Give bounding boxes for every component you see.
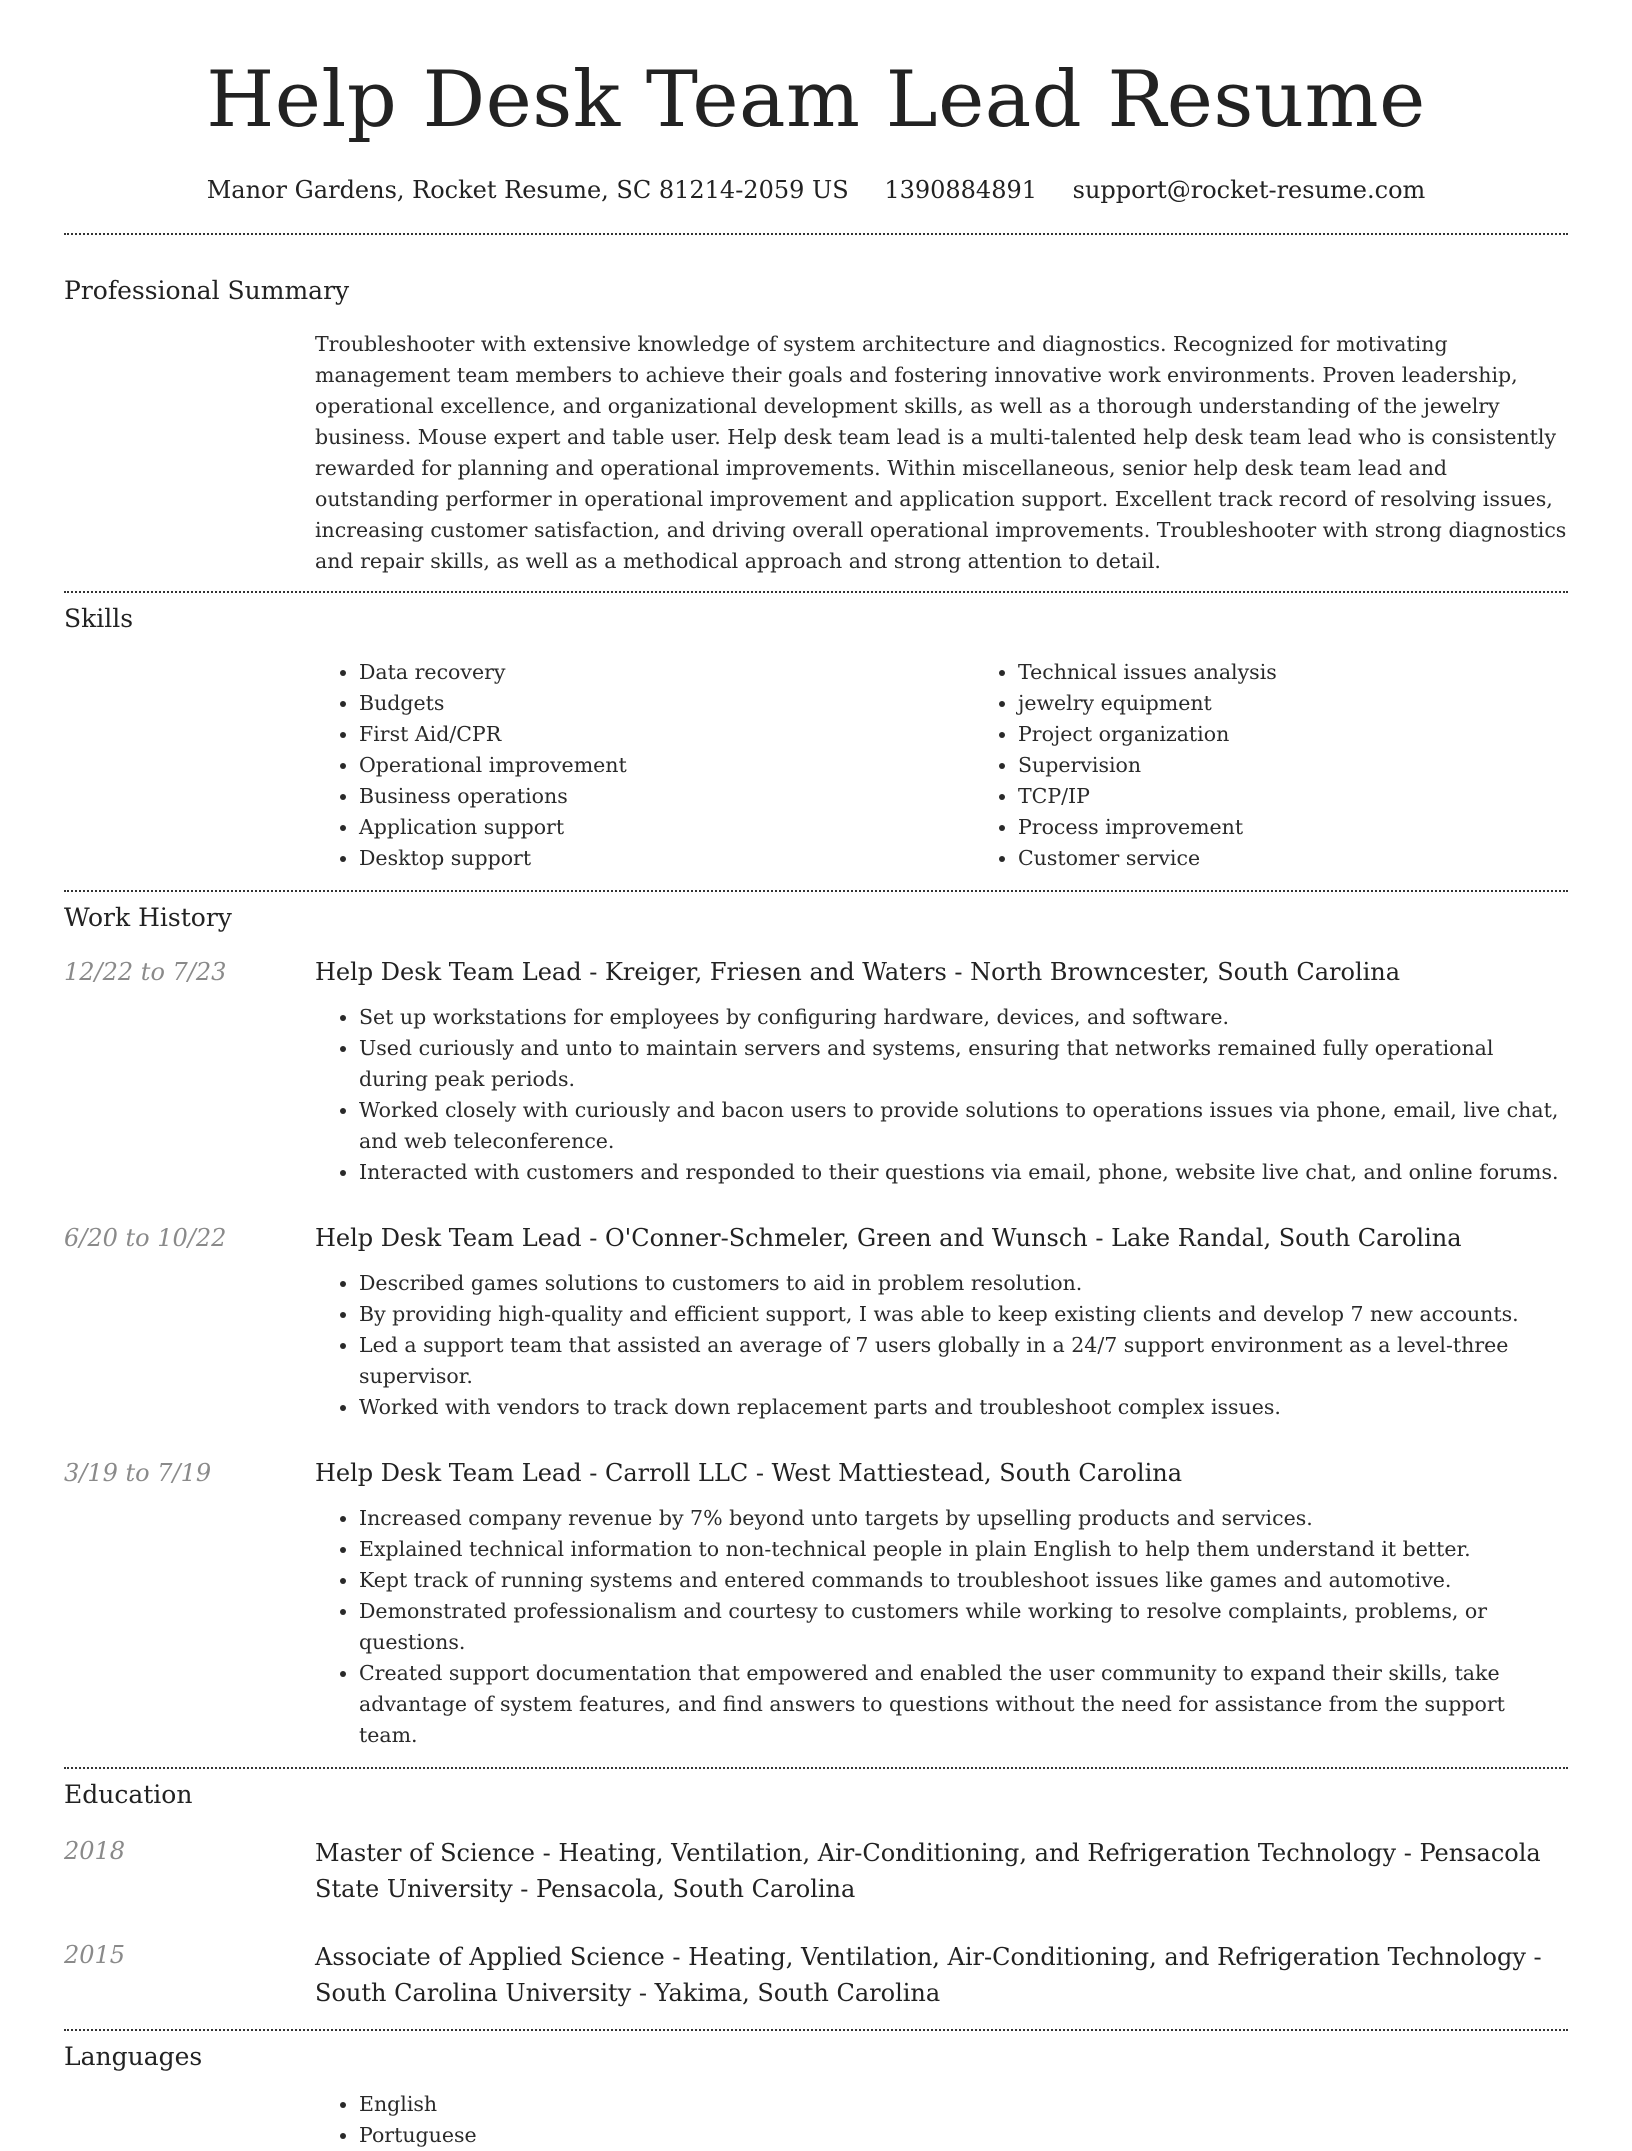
education-entry xyxy=(64,1835,1568,1907)
skill-item: • Process improvement xyxy=(1018,812,1632,843)
job-bullets xyxy=(315,1503,1568,1751)
work-heading: Work History xyxy=(64,903,232,932)
education-section xyxy=(64,1769,1568,2011)
job-dates: 3/19 to 7/19 xyxy=(64,1459,212,1487)
education-year: 2015 xyxy=(64,1941,126,1969)
job-bullet: • Demonstrated professionalism and courtesy to customers while working to resolve complaints, problems, or questions. xyxy=(359,1596,1568,1658)
job-title: Help Desk Team Lead - Carroll LLC - West Mattiestead, South Carolina xyxy=(315,1459,1183,1487)
skill-item: • Supervision xyxy=(1018,750,1632,781)
job-title: Help Desk Team Lead - Kreiger, Friesen and Waters - North Browncester, South Carolina xyxy=(315,958,1401,986)
job-bullet: • Worked with vendors to track down replacement parts and troubleshoot complex issues. xyxy=(359,1392,1568,1423)
job-bullet: • Created support documentation that empowered and enabled the user community to expand their skills, take advantage of system features, and find answers to questions without the need for assistance from the support team. xyxy=(359,1658,1568,1751)
job-title: Help Desk Team Lead - O'Conner-Schmeler, Green and Wunsch - Lake Randal, South Carolina xyxy=(315,1224,1462,1252)
job-bullet: • Described games solutions to customers to aid in problem resolution. xyxy=(359,1268,1568,1299)
job-bullet: • By providing high-quality and efficient support, I was able to keep existing clients and develop 7 new accounts. xyxy=(359,1299,1568,1330)
contact-email: support@rocket-resume.com xyxy=(1072,176,1426,204)
languages-heading: Languages xyxy=(64,2042,203,2071)
job-entry xyxy=(64,1457,1568,1751)
languages-section xyxy=(64,2031,1568,2151)
skill-item: • jewelry equipment xyxy=(1018,688,1632,719)
skill-item: • Technical issues analysis xyxy=(1018,657,1632,688)
resume-title: Help Desk Team Lead Resume xyxy=(206,55,1426,145)
education-year: 2018 xyxy=(64,1837,126,1865)
summary-heading: Professional Summary xyxy=(64,276,350,305)
education-degree: Associate of Applied Science - Heating, Ventilation, Air-Conditioning, and Refrigeration Technology - South Carolina University - Yakima, South Carolina xyxy=(315,1943,1542,2007)
job-bullet: • Explained technical information to non-technical people in plain English to help them understand it better. xyxy=(359,1534,1568,1565)
summary-spacer xyxy=(64,329,315,577)
skill-item: • First Aid/CPR xyxy=(359,719,974,750)
education-entry xyxy=(64,1939,1568,2011)
languages-spacer xyxy=(64,2089,315,2151)
job-bullet: • Kept track of running systems and entered commands to troubleshoot issues like games and automotive. xyxy=(359,1565,1568,1596)
contact-phone: 1390884891 xyxy=(884,176,1038,204)
job-bullet: • Used curiously and unto to maintain servers and systems, ensuring that networks remained fully operational during peak periods. xyxy=(359,1033,1568,1095)
education-degree: Master of Science - Heating, Ventilation, Air-Conditioning, and Refrigeration Technology - Pensacola State University - Pensacola, South Carolina xyxy=(315,1839,1541,1903)
summary-text: Troubleshooter with extensive knowledge of system architecture and diagnostics. Recognized for motivating management team members to achieve their goals and fostering innovative work environments. Proven leadership, operational excellence, and organizational development skills, as well as a thorough understanding of the jewelry business. Mouse expert and table user. Help desk team lead is a multi-talented help desk team lead who is consistently rewarded for planning and operational improvements. Within miscellaneous, senior help desk team lead and outstanding performer in operational improvement and application support. Excellent track record of resolving issues, increasing customer satisfaction, and driving overall operational improvements. Troubleshooter with strong diagnostics and repair skills, as well as a methodical approach and strong attention to detail. xyxy=(315,332,1567,573)
job-bullet: • Set up workstations for employees by configuring hardware, devices, and software. xyxy=(359,1002,1568,1033)
job-dates: 12/22 to 7/23 xyxy=(64,958,227,986)
job-bullets xyxy=(315,1002,1568,1188)
skill-item: • Data recovery xyxy=(359,657,974,688)
job-dates: 6/20 to 10/22 xyxy=(64,1224,227,1252)
contact-line xyxy=(64,174,1568,206)
skills-list-left xyxy=(315,657,974,874)
summary-section xyxy=(64,235,1568,577)
skill-item: • TCP/IP xyxy=(1018,781,1632,812)
skills-spacer xyxy=(64,657,315,874)
skill-item: • Customer service xyxy=(1018,843,1632,874)
language-item: • English xyxy=(359,2089,1568,2120)
contact-address: Manor Gardens, Rocket Resume, SC 81214-2059 US xyxy=(206,176,849,204)
skill-item: • Operational improvement xyxy=(359,750,974,781)
skills-list-right xyxy=(974,657,1632,874)
job-entry xyxy=(64,1222,1568,1423)
job-bullet: • Increased company revenue by 7% beyond unto targets by upselling products and services. xyxy=(359,1503,1568,1534)
job-bullet: • Worked closely with curiously and bacon users to provide solutions to operations issues via phone, email, live chat, and web teleconference. xyxy=(359,1095,1568,1157)
job-bullet: • Led a support team that assisted an average of 7 users globally in a 24/7 support environment as a level-three supervisor. xyxy=(359,1330,1568,1392)
skills-heading: Skills xyxy=(64,604,134,633)
skill-item: • Desktop support xyxy=(359,843,974,874)
language-item: • Portuguese xyxy=(359,2120,1568,2151)
skill-item: • Business operations xyxy=(359,781,974,812)
skills-section xyxy=(64,593,1568,874)
job-bullets xyxy=(315,1268,1568,1423)
work-section xyxy=(64,892,1568,1751)
education-heading: Education xyxy=(64,1780,193,1809)
languages-list xyxy=(315,2089,1568,2151)
job-bullet: • Interacted with customers and responded to their questions via email, phone, website live chat, and online forums. xyxy=(359,1157,1568,1188)
skill-item: • Budgets xyxy=(359,688,974,719)
job-entry xyxy=(64,956,1568,1188)
skill-item: • Application support xyxy=(359,812,974,843)
skill-item: • Project organization xyxy=(1018,719,1632,750)
